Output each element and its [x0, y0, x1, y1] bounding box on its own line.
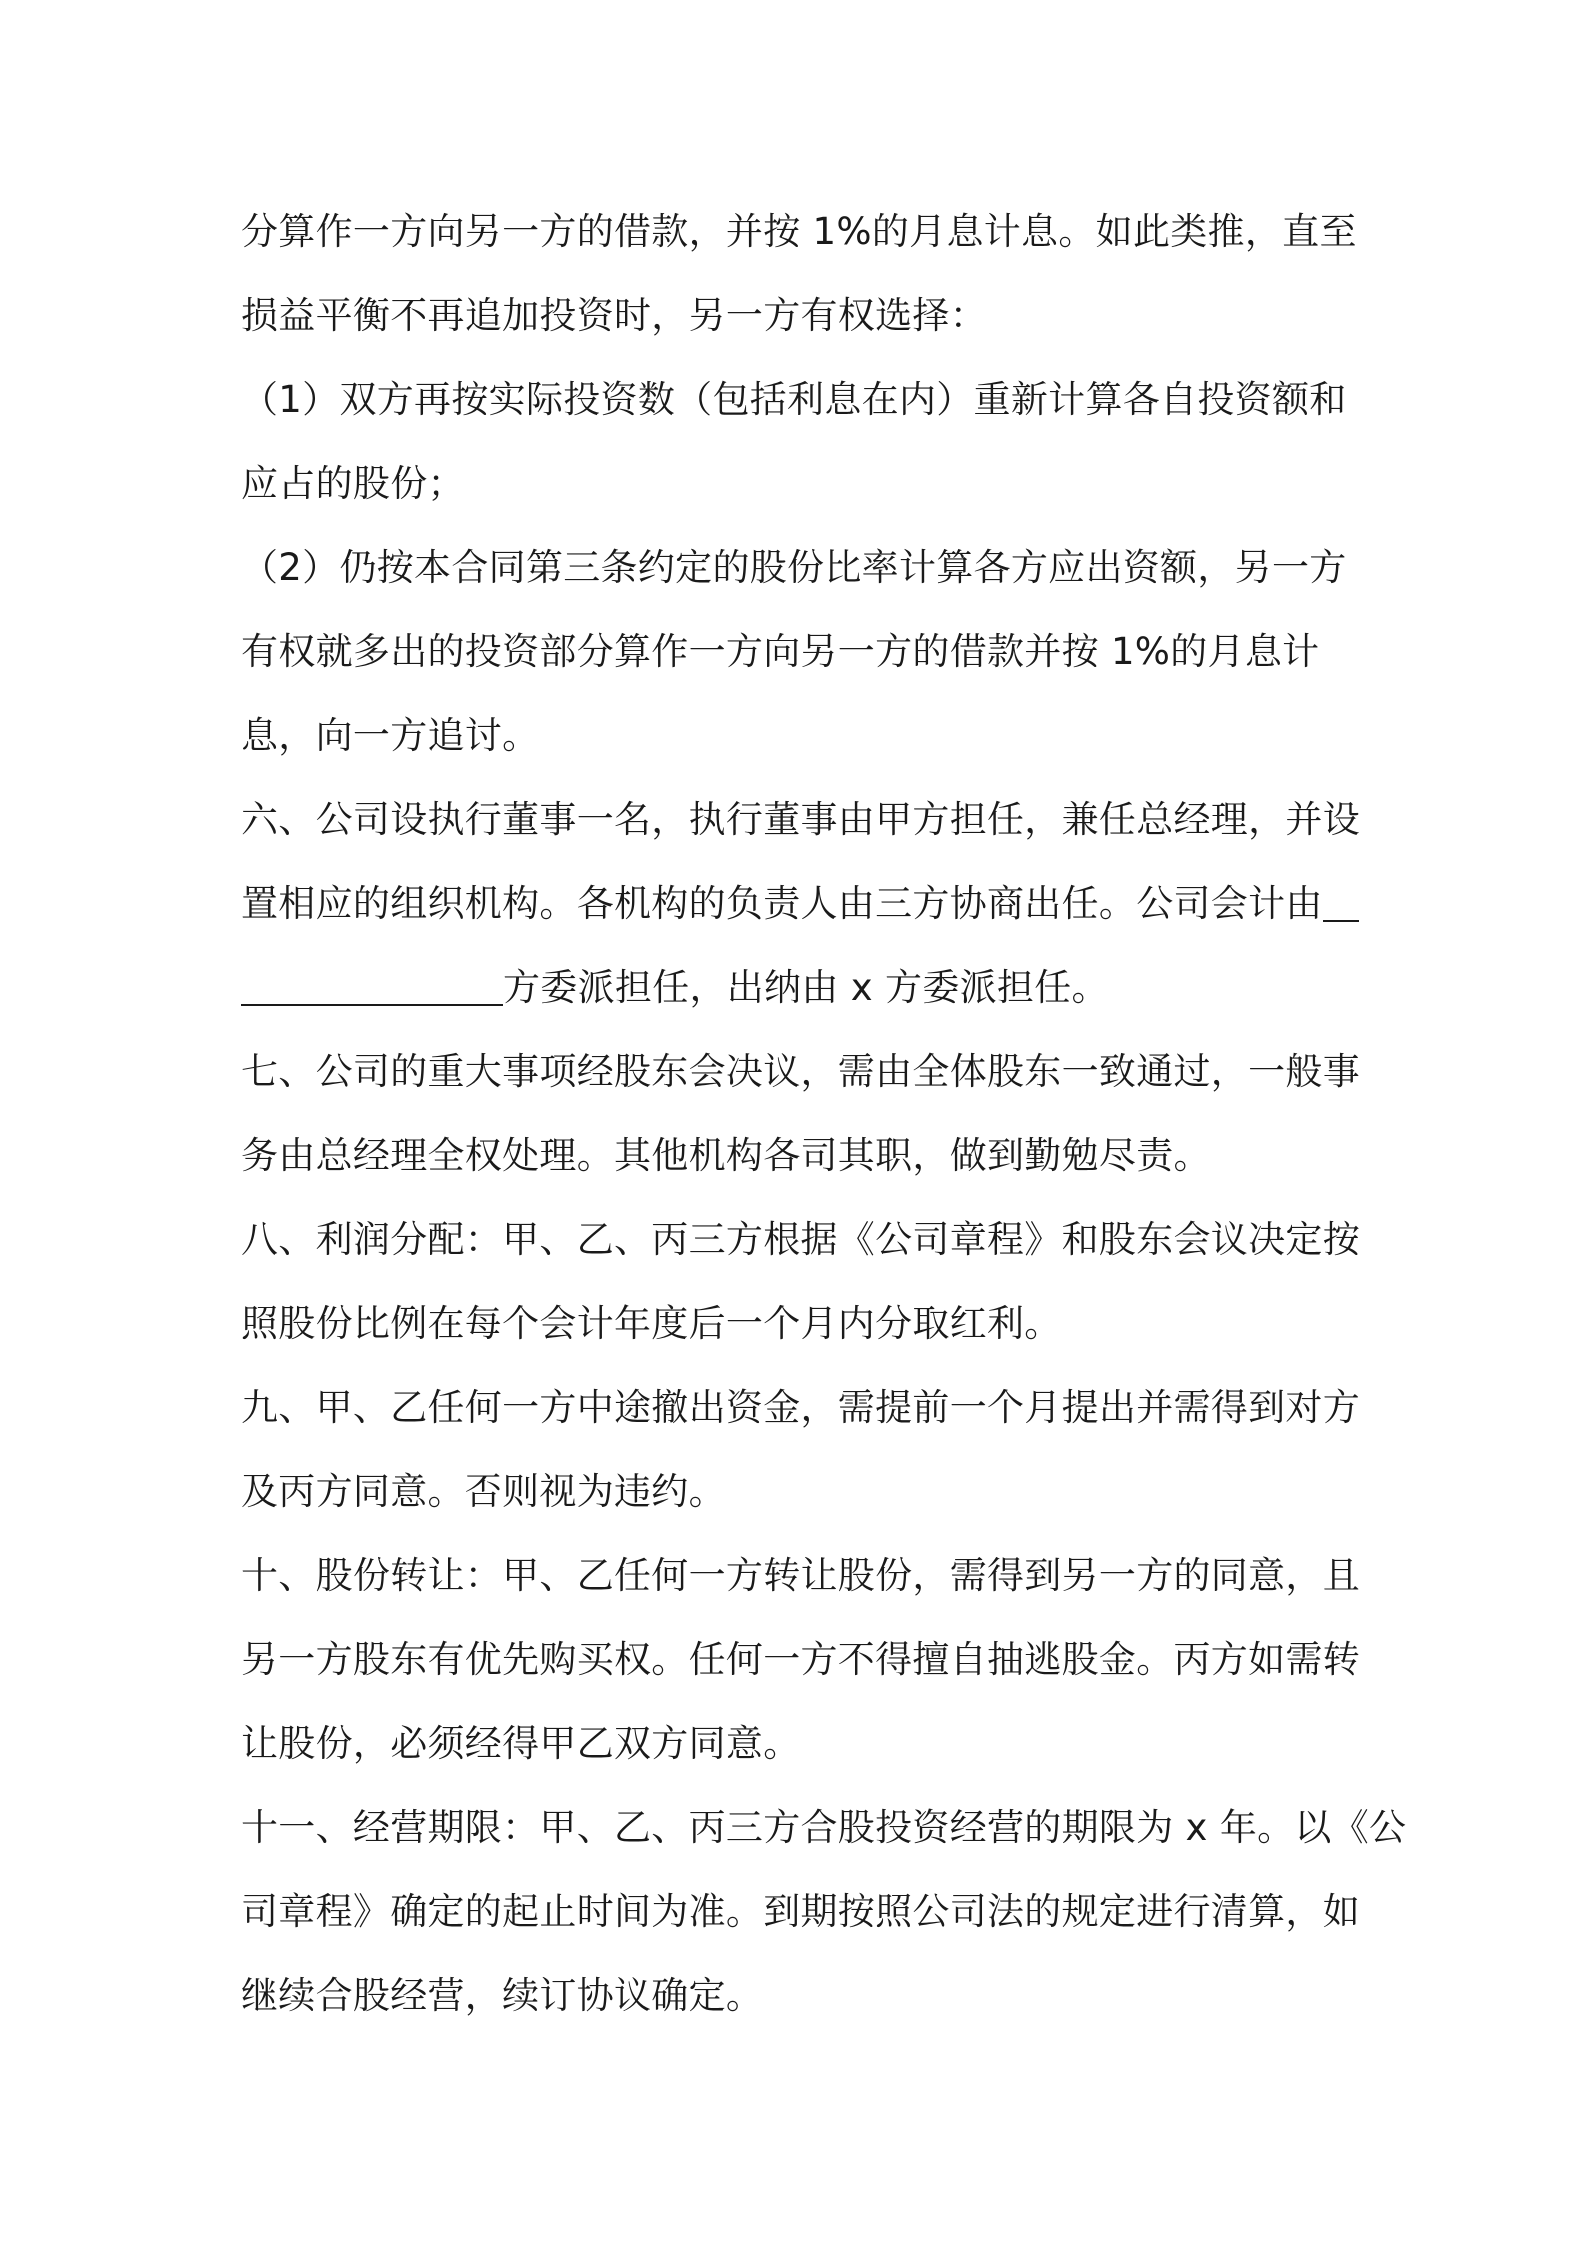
- text-line: 让股份，必须经得甲乙双方同意。: [241, 1722, 801, 1765]
- text-line: 有权就多出的投资部分算作一方向另一方的借款并按 1%的月息计: [241, 630, 1320, 673]
- document-body: [241, 190, 1407, 2038]
- text-line: 十、股份转让：甲、乙任何一方转让股份，需得到另一方的同意，且: [241, 1554, 1360, 1597]
- text-line: 十一、经营期限：甲、乙、丙三方合股投资经营的期限为 x 年。以《公: [241, 1806, 1407, 1849]
- text-line: 及丙方同意。否则视为违约。: [241, 1470, 726, 1513]
- text-line: 应占的股份；: [241, 462, 465, 505]
- text-segment: 方委派担任，出纳由 x 方委派担任。: [503, 966, 1109, 1009]
- text-line: 损益平衡不再追加投资时，另一方有权选择：: [241, 294, 987, 337]
- fill-in-blank: [241, 964, 503, 1006]
- text-line: 六、公司设执行董事一名，执行董事由甲方担任，兼任总经理，并设: [241, 798, 1360, 841]
- text-line: 务由总经理全权处理。其他机构各司其职，做到勤勉尽责。: [241, 1134, 1211, 1177]
- text-line: 继续合股经营，续订协议确定。: [241, 1974, 764, 2017]
- text-line: 照股份比例在每个会计年度后一个月内分取红利。: [241, 1302, 1062, 1345]
- text-segment: 置相应的组织机构。各机构的负责人由三方协商出任。公司会计由: [241, 882, 1323, 925]
- text-line: 八、利润分配：甲、乙、丙三方根据《公司章程》和股东会议决定按: [241, 1218, 1360, 1261]
- fill-in-blank: [1323, 880, 1359, 922]
- text-line-with-blank: [241, 946, 1361, 1030]
- text-line-with-blank: [241, 862, 1361, 946]
- text-line: 分算作一方向另一方的借款，并按 1%的月息计息。如此类推，直至: [241, 210, 1357, 253]
- text-line: 九、甲、乙任何一方中途撤出资金，需提前一个月提出并需得到对方: [241, 1386, 1360, 1429]
- text-line: 司章程》确定的起止时间为准。到期按照公司法的规定进行清算，如: [241, 1890, 1360, 1933]
- text-line: 另一方股东有优先购买权。任何一方不得擅自抽逃股金。丙方如需转: [241, 1638, 1360, 1681]
- text-line: 息，向一方追讨。: [241, 714, 540, 757]
- text-line: （2）仍按本合同第三条约定的股份比率计算各方应出资额，另一方: [241, 546, 1347, 589]
- text-line: 七、公司的重大事项经股东会决议，需由全体股东一致通过，一般事: [241, 1050, 1360, 1093]
- text-line: （1）双方再按实际投资数（包括利息在内）重新计算各自投资额和: [241, 378, 1347, 421]
